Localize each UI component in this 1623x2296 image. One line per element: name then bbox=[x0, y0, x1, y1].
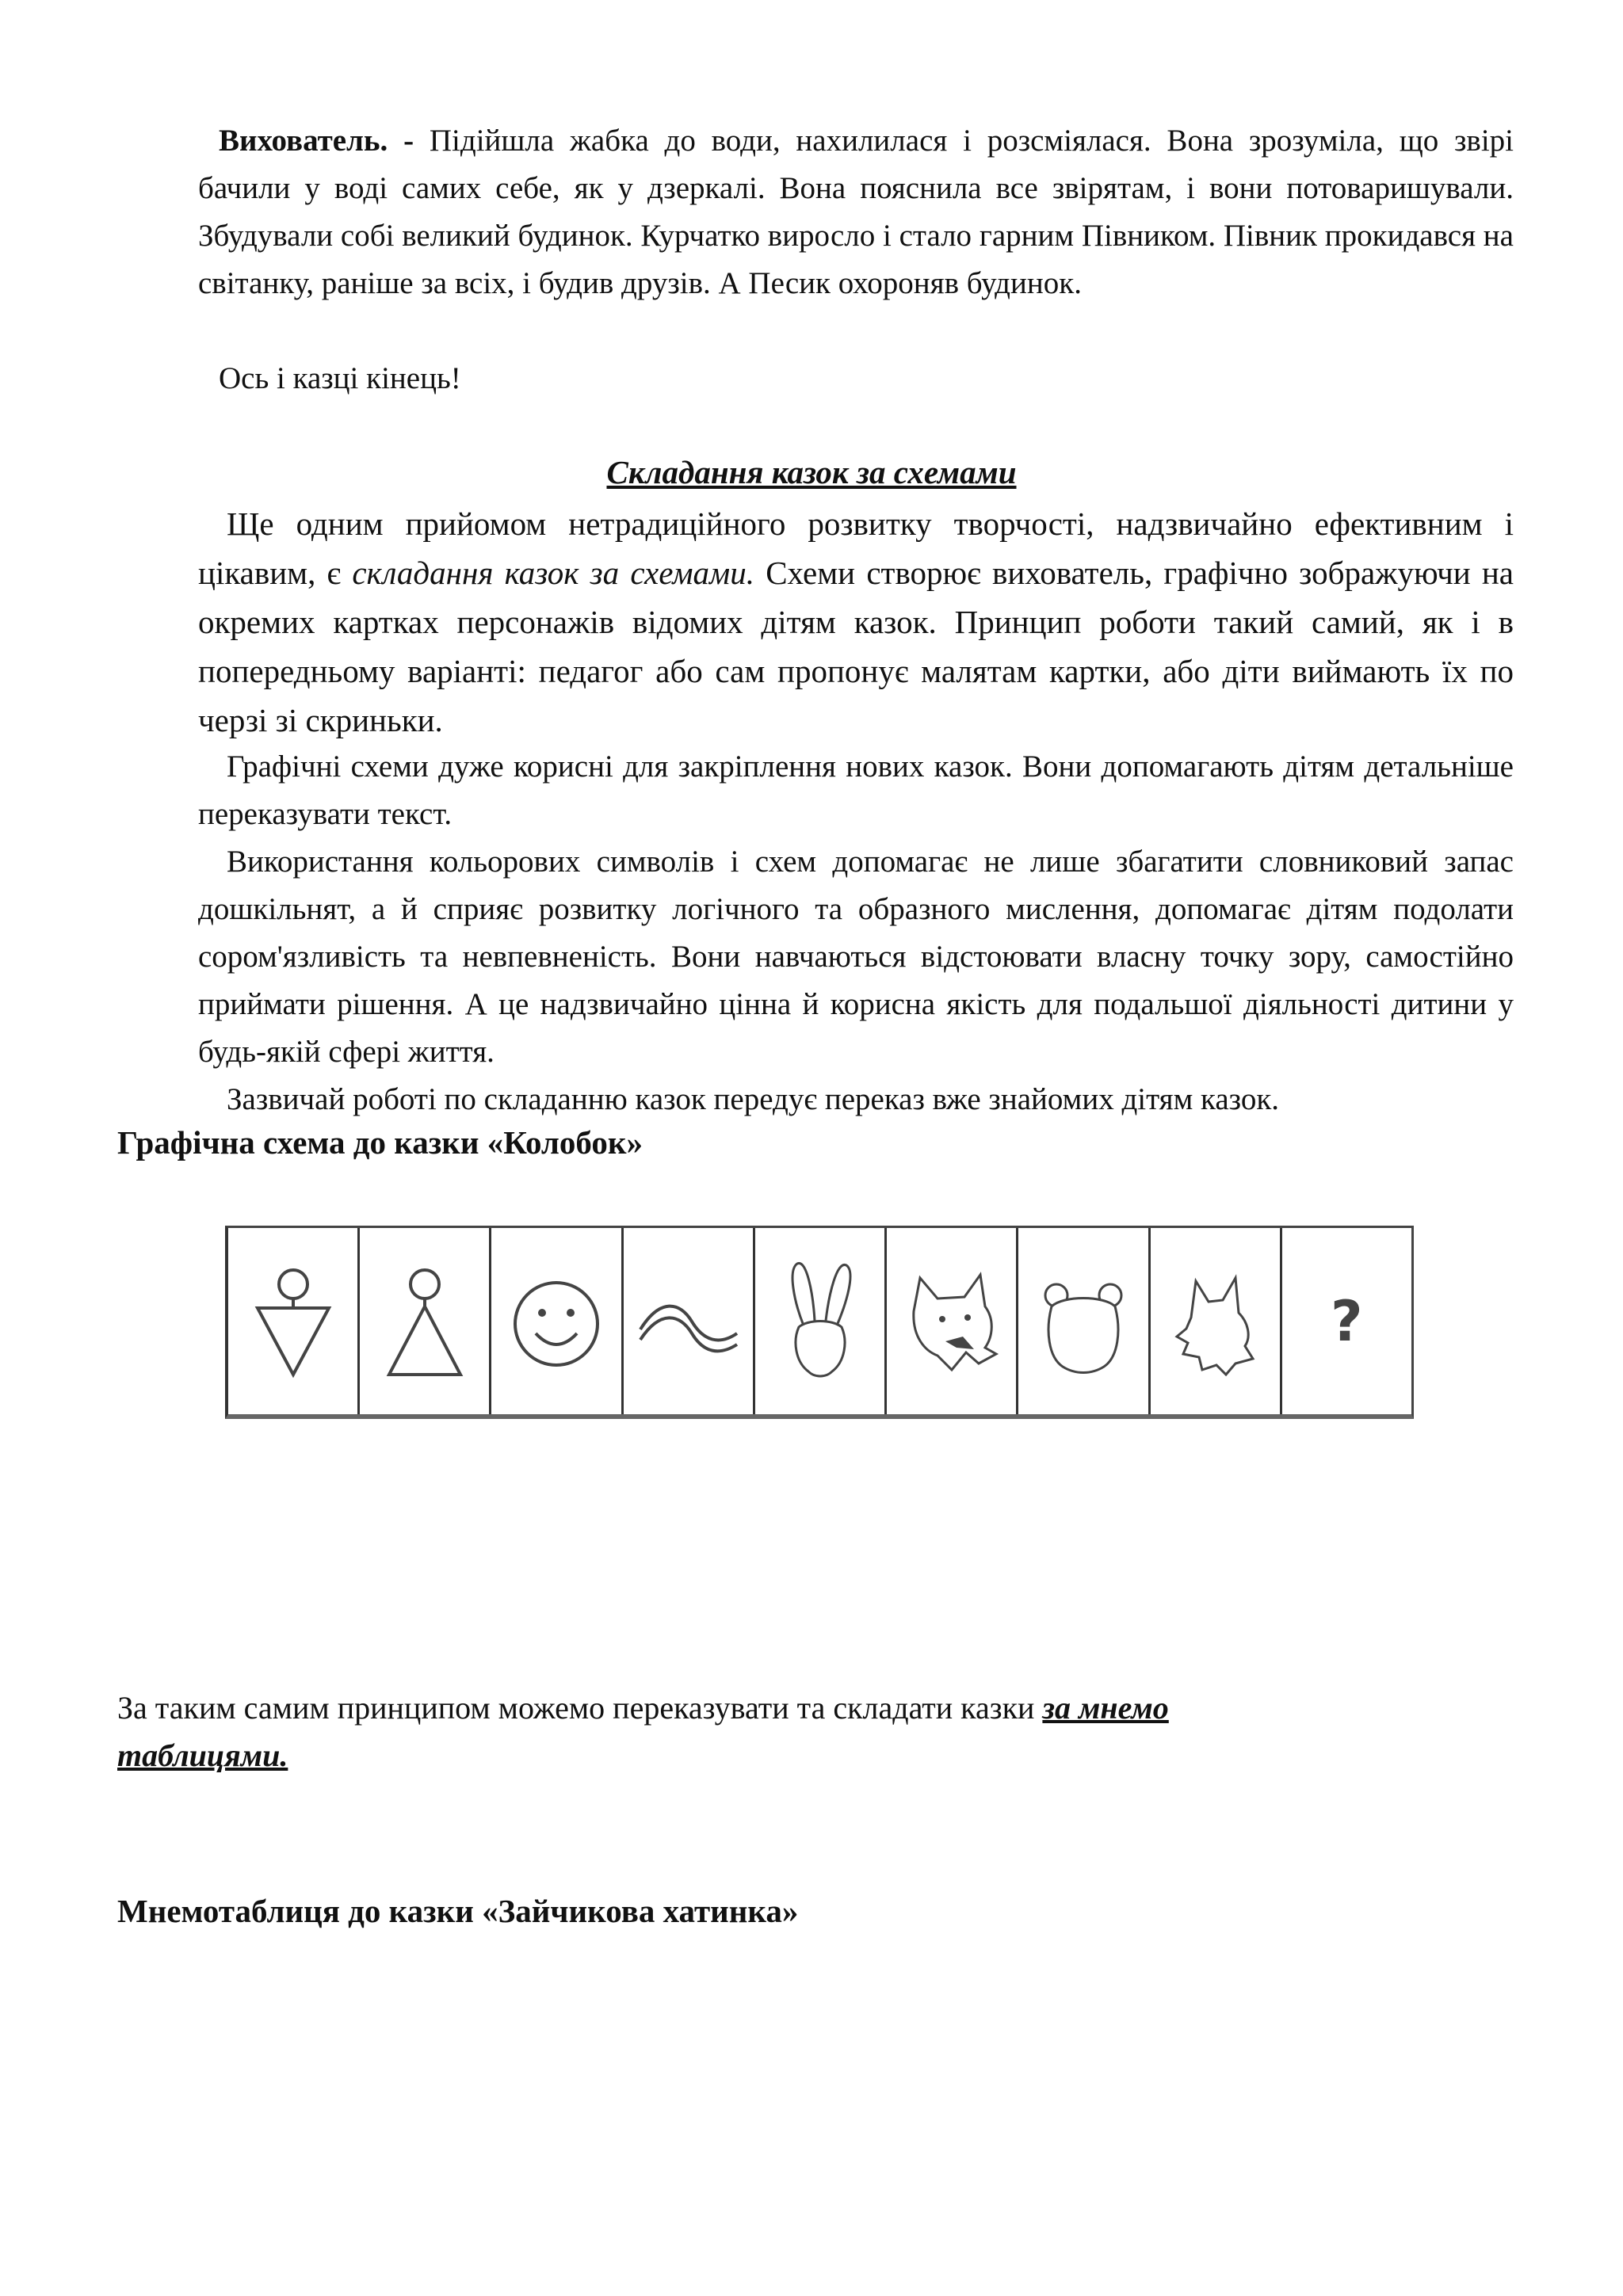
scheme-cell bbox=[228, 1228, 360, 1414]
kolobok-smiley-icon bbox=[501, 1254, 612, 1389]
road-wave-icon bbox=[632, 1254, 743, 1389]
question-icon: ? bbox=[1331, 1288, 1363, 1354]
mnemo-link[interactable]: таблицями. bbox=[117, 1737, 288, 1773]
paragraph-text: Схеми створює вихователь, графічно зображуючи на окремих картках персонажів відомих дітям казок. Принцип роботи такий самий, як і в попередньому варіанті: педагог або сам пропонує малятам картки, або діти виймають їх по черзі зі скриньки. bbox=[198, 555, 1514, 738]
paragraph-text: За таким самим принципом можемо переказувати та складати казки bbox=[117, 1690, 1043, 1726]
paragraph-color-symbols bbox=[198, 838, 1514, 1076]
scheme-heading: Графічна схема до казки «Колобок» bbox=[117, 1124, 643, 1161]
paragraph-text: Графічні схеми дуже корисні для закріплення нових казок. Вони допомагають дітям детальніше переказувати текст. bbox=[198, 749, 1514, 831]
hare-icon bbox=[764, 1254, 875, 1389]
emphasis-text: складання казок за схемами. bbox=[352, 555, 754, 591]
speaker-label: Вихователь. - bbox=[219, 124, 414, 158]
kolobok-scheme-strip bbox=[225, 1226, 1414, 1419]
paragraph-text: Ще одним прийомом нетрадиційного розвитку творчості, надзвичайно ефективним і цікавим, є bbox=[198, 505, 1514, 591]
paragraph-intro bbox=[198, 499, 1514, 745]
bear-icon bbox=[1028, 1254, 1139, 1389]
grandfather-icon bbox=[238, 1254, 349, 1389]
paragraph-text: Ось і казці кінець! bbox=[219, 361, 461, 395]
scheme-cell bbox=[624, 1228, 755, 1414]
fox-icon bbox=[1159, 1254, 1270, 1389]
scheme-cell bbox=[1282, 1228, 1411, 1414]
paragraph-graphic-schemes bbox=[198, 743, 1514, 838]
scheme-cell bbox=[491, 1228, 623, 1414]
scheme-cell bbox=[1018, 1228, 1150, 1414]
mnemo-heading: Мнемотаблиця до казки «Зайчикова хатинка» bbox=[117, 1893, 799, 1929]
section-title: Складання казок за схемами bbox=[606, 454, 1017, 490]
wolf-icon bbox=[896, 1254, 1007, 1389]
scheme-cell bbox=[1151, 1228, 1282, 1414]
scheme-cell bbox=[887, 1228, 1018, 1414]
paragraph-usually bbox=[198, 1076, 1514, 1123]
paragraph-text: Підійшла жабка до води, нахилилася і розсміялася. Вона зрозуміла, що звірі бачили у воді самих себе, як у дзеркалі. Вона пояснила все звірятам, і вони потоваришували. Збудували собі великий будинок. Курчатко виросло і стало гарним Півником. Півник прокидався на світанку, раніше за всіх, і будив друзів. А Песик охороняв будинок. bbox=[198, 124, 1514, 300]
paragraph-text: Зазвичай роботі по складанню казок передує переказ вже знайомих дітям казок. bbox=[227, 1082, 1280, 1116]
mnemo-link[interactable]: за мнемо bbox=[1042, 1690, 1169, 1726]
grandmother-icon bbox=[369, 1254, 480, 1389]
paragraph-mnemo bbox=[117, 1684, 1496, 1779]
paragraph-text: Використання кольорових символів і схем допомагає не лише збагатити словниковий запас дошкільнят, а й сприяє розвитку логічного та образного мислення, допомагає дітям подолати сором'язливість та невпевненість. Вони навчаються відстоювати власну точку зору, самостійно приймати рішення. А це надзвичайно цінна й корисна якість для подальшої діяльності дитини у будь-якій сфері життя. bbox=[198, 845, 1514, 1069]
paragraph-ending bbox=[198, 355, 1514, 402]
scheme-cell bbox=[755, 1228, 887, 1414]
paragraph-teacher-speech bbox=[198, 117, 1514, 307]
scheme-cell bbox=[360, 1228, 491, 1414]
